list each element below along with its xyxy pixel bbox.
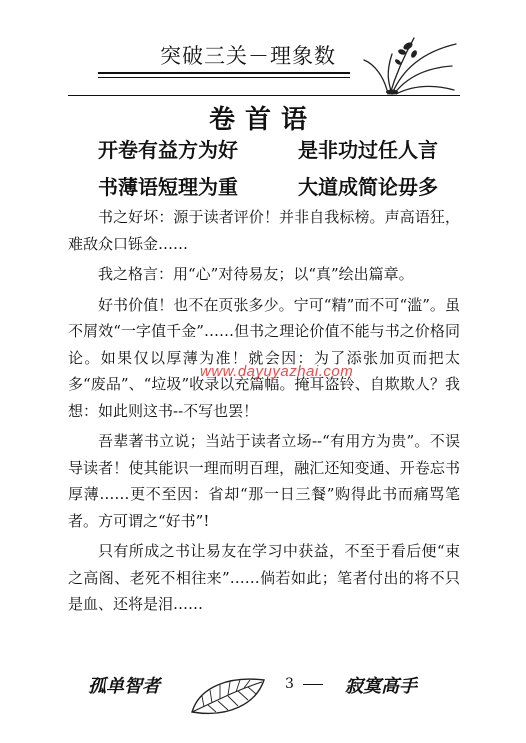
- header-rule: [98, 72, 350, 74]
- footer-left-text: 孤单智者: [88, 676, 160, 697]
- header-rule-thin: [98, 77, 350, 78]
- footer-right-text: 寂寞高手: [345, 676, 417, 697]
- page-number: 3: [285, 676, 294, 692]
- paragraph: 只有所成之书让易友在学习中获益，不至于看后便“束之高阁、老死不相往来”……倘若如此；笔者付出的将不只是血、还将是泪……: [68, 542, 460, 613]
- header-title: 突破三关－理象数: [160, 44, 336, 68]
- paragraph: 好书价值！也不在页张多少。宁可“精”而不可“滥”。虽不屑效“一字值千金”……但书之理论价值不能与书之价格同论。如果仅以厚薄为准！就会因：为了添张加页而把太多“废品”、“垃圾”收录以充篇幅。掩耳盗铃、自欺欺人？我想：如此则这书--不写也罢！: [68, 295, 460, 420]
- motto-phrase: 大道成简论毋多: [298, 175, 438, 199]
- paragraph: 吾辈著书立说；当站于读者立场--“有用方为贵”。不误导读者！使其能识一理而明百理，融汇还知变通、开卷忘书厚薄……更不至因：省却“那一日三餐”购得此书而痛骂笔者。方可谓之“好书”!: [68, 432, 460, 530]
- page-number-dash: [303, 684, 323, 685]
- motto-line-1: [98, 134, 438, 163]
- watermark: www.dayuyazhai.com: [200, 363, 354, 380]
- motto-phrase: 是非功过任人言: [298, 138, 438, 162]
- paragraph: 我之格言：用“心”对待易友；以“真”绘出篇章。: [98, 265, 414, 283]
- paragraph: 书之好坏：源于读者评价！并非自我标榜。声高语狂，难敌众口铄金……: [68, 208, 460, 253]
- motto-phrase: 开卷有益方为好: [98, 138, 238, 162]
- motto-phrase: 书薄语短理为重: [98, 175, 238, 199]
- orchid-illustration: [362, 30, 458, 96]
- motto-line-2: [98, 171, 438, 200]
- preface-title: 卷首语: [208, 105, 317, 135]
- leaf-illustration: [190, 674, 266, 718]
- body-text: [68, 204, 460, 622]
